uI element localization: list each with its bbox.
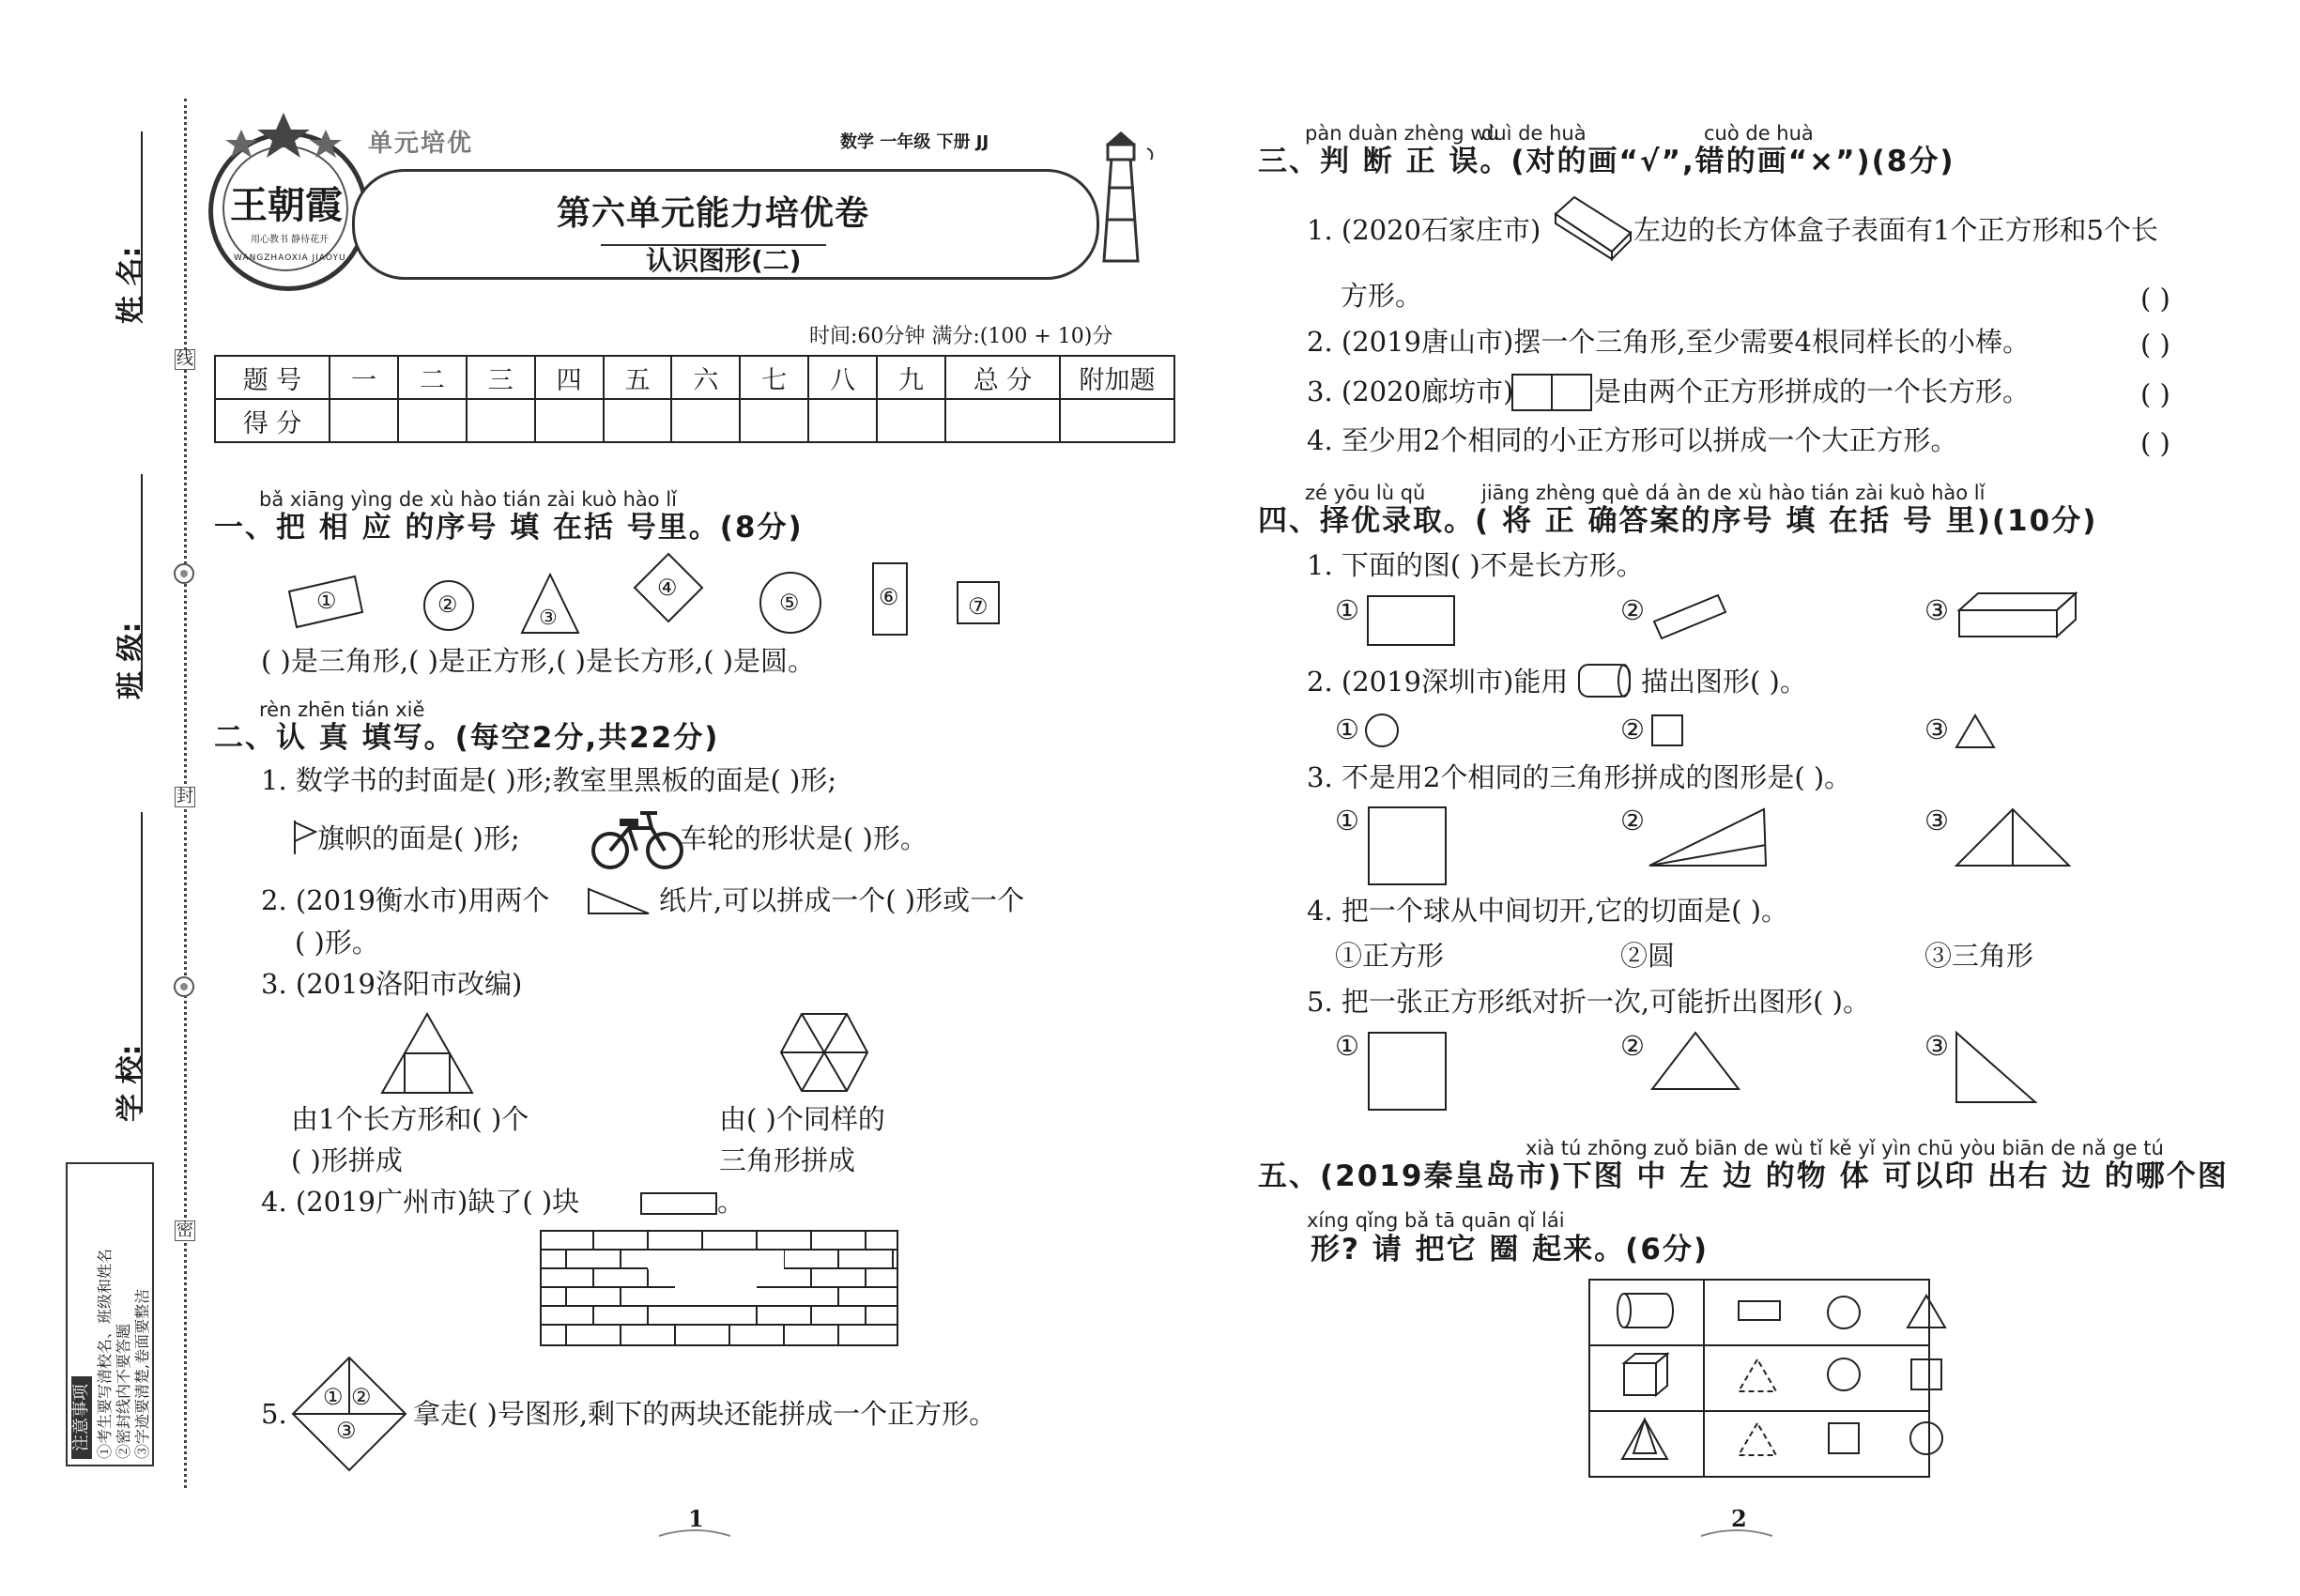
score-cell: 附加题 <box>1060 356 1174 399</box>
score-cell: 得 分 <box>215 399 330 442</box>
s4-q3-opt3-triangle[interactable] <box>1955 807 2071 869</box>
shape-label: ⑤ <box>779 590 800 616</box>
s2-q1b-flag[interactable]: 旗帜的面是( )形; <box>317 822 520 854</box>
section3-pinyin: pàn duàn zhèng wù <box>1305 122 1499 145</box>
s3-q1b: 左边的长方体盒子表面有1个正方形和5个长 <box>1633 214 2158 246</box>
row2-object-cube <box>1622 1352 1669 1399</box>
crown-icon <box>221 111 346 158</box>
s2-q2a: 2. (2019衡水市)用两个 <box>261 884 550 916</box>
s4-q1-opt1-rect[interactable] <box>1367 595 1455 646</box>
s4-q3-opt2-triangle[interactable] <box>1648 807 1770 869</box>
page-number-1: 1 <box>688 1505 704 1532</box>
exam-title: 第六单元能力培优卷 <box>557 194 870 233</box>
notice-box <box>66 1162 154 1466</box>
score-input[interactable] <box>604 399 672 442</box>
s3-q2: 2. (2019唐山市)摆一个三角形,至少需要4根同样长的小棒。 <box>1307 326 2030 358</box>
score-cell: 八 <box>808 356 877 399</box>
score-cell: 七 <box>740 356 808 399</box>
s4-q3[interactable]: 3. 不是用2个相同的三角形拼成的图形是( )。 <box>1307 761 1852 793</box>
s4-q2-opt2-square[interactable] <box>1650 714 1684 747</box>
flag-icon <box>291 819 319 856</box>
section1-answer-line[interactable]: ( )是三角形,( )是正方形,( )是长方形,( )是圆。 <box>261 645 816 677</box>
page-ornament <box>657 1528 732 1542</box>
opt-label: ① <box>1335 714 1359 745</box>
seal-char-xian: 线 <box>176 349 193 369</box>
score-cell: 五 <box>604 356 672 399</box>
s2-q4b: 。 <box>717 1186 745 1218</box>
lighthouse-icon <box>1080 130 1164 261</box>
notice-3: ③字迹要清楚,卷面要整洁 <box>133 1288 151 1459</box>
opt-label: ① <box>1335 594 1359 626</box>
s4-q2b[interactable]: 描出图形( )。 <box>1641 666 1807 698</box>
hexagon-figure <box>779 1012 869 1093</box>
opt-label: ③ <box>1924 805 1949 836</box>
score-header-row <box>215 356 1174 399</box>
score-input[interactable] <box>740 399 808 442</box>
scissors-icon <box>172 561 196 586</box>
s4-q2a: 2. (2019深圳市)能用 <box>1307 666 1569 698</box>
score-cell: 题 号 <box>215 356 330 399</box>
s4-q4-opt3[interactable]: ③三角形 <box>1924 940 2034 972</box>
diamond-split-figure <box>291 1356 407 1472</box>
s4-q1-opt2-tilted-rect[interactable] <box>1652 593 1727 640</box>
s4-q5-opt1-square[interactable] <box>1367 1031 1448 1112</box>
s2-q4a[interactable]: 4. (2019广州市)缺了( )块 <box>261 1186 580 1218</box>
s2-q5-num: 5. <box>261 1398 287 1430</box>
opt-label: ③ <box>1924 594 1949 626</box>
section4-pinyin: jiāng zhèng què dá àn de xù hào tián zài kuò hào lǐ <box>1481 482 1986 504</box>
opt-label: ② <box>1620 1030 1645 1062</box>
class-label: 班 级: <box>115 622 147 699</box>
s3-q1c: 方形。 <box>1341 280 1423 312</box>
score-input[interactable] <box>535 399 604 442</box>
score-value-row <box>215 399 1174 442</box>
shape-label: ⑥ <box>879 584 899 610</box>
row1-object-cylinder <box>1617 1290 1677 1331</box>
opt-label: ① <box>1335 805 1359 836</box>
binding-margin <box>0 0 202 1596</box>
triangle-with-rect-figure <box>380 1012 474 1097</box>
seal-char-mi: 密 <box>176 1220 193 1240</box>
page-ornament <box>1699 1528 1774 1542</box>
section3-title: 三、判 断 正 误。(对的画“√”,错的画“×”)(8分) <box>1258 145 1955 178</box>
brand-sub: WANGZHAOXIA JIAOYU <box>234 253 346 263</box>
q5-label: ① <box>323 1384 344 1410</box>
s4-q4[interactable]: 4. 把一个球从中间切开,它的切面是( )。 <box>1307 895 1788 927</box>
notice-1: ①考生要写清校名、班级和姓名 <box>96 1248 114 1459</box>
row1-option-rect[interactable] <box>1737 1299 1782 1324</box>
s3-q1-answer[interactable]: ( ) <box>2140 283 2170 315</box>
right-triangle-card <box>587 887 652 915</box>
section1-pinyin: bǎ xiāng yìng de xù hào tián zài kuò hào lǐ <box>259 488 677 511</box>
row3-object-pyramid <box>1620 1418 1669 1463</box>
section1-title: 一、把 相 应 的序号 填 在括 号里。(8分) <box>214 511 804 545</box>
section5-title: 五、(2019秦皇岛市)下图 中 左 边 的物 体 可以印 出右 边 的哪个图 <box>1258 1159 2229 1193</box>
row1-option-triangle[interactable] <box>1906 1294 1947 1329</box>
s3-q3-answer[interactable]: ( ) <box>2140 378 2170 410</box>
school-line <box>141 812 143 1113</box>
s4-q5-opt3-right-triangle[interactable] <box>1955 1031 2039 1106</box>
name-label: 姓 名: <box>115 246 147 324</box>
row1-option-circle[interactable] <box>1825 1294 1863 1331</box>
seal-char-feng: 封 <box>176 787 193 806</box>
q5-label: ③ <box>336 1418 357 1444</box>
s4-q1-opt3-cuboid[interactable] <box>1957 591 2079 638</box>
brick-icon <box>640 1192 717 1215</box>
shape-label: ③ <box>539 606 558 630</box>
name-line <box>141 131 143 315</box>
score-input[interactable] <box>1060 399 1174 442</box>
row3-option-square[interactable] <box>1827 1421 1861 1455</box>
row2-option-circle[interactable] <box>1825 1356 1863 1393</box>
s2-q1a[interactable]: 1. 数学书的封面是( )形;教室里黑板的面是( )形; <box>261 764 837 796</box>
s4-q4-opt1[interactable]: ①正方形 <box>1335 940 1445 972</box>
score-cell: 二 <box>398 356 467 399</box>
score-cell: 六 <box>671 356 740 399</box>
opt-label: ② <box>1620 805 1645 836</box>
section5-pinyin: xià tú zhōng zuǒ biān de wù tǐ kě yǐ yìn chū yòu biān de nǎ ge tú <box>1526 1137 2164 1159</box>
s4-q2-opt3-triangle[interactable] <box>1955 714 1996 749</box>
brand-slogan: 用心教书 静待花开 <box>251 235 330 245</box>
s3-q3b: 是由两个正方形拼成的一个长方形。 <box>1594 376 2031 407</box>
s3-q3a: 3. (2020廊坊市) <box>1307 376 1514 407</box>
s2-q3-right2: 三角形拼成 <box>719 1144 856 1176</box>
cylinder-icon <box>1572 663 1637 700</box>
section5-pinyin: xíng qǐng bǎ tā quān qǐ lái <box>1307 1209 1565 1232</box>
row3-option-circle[interactable] <box>1908 1420 1945 1457</box>
s3-q1a: 1. (2020石家庄市) <box>1307 214 1541 246</box>
s2-q3-right1[interactable]: 由( )个同样的 <box>719 1103 885 1135</box>
notice-title: 注意事项 <box>71 1376 92 1459</box>
s4-q1[interactable]: 1. 下面的图( )不是长方形。 <box>1307 549 1644 581</box>
class-line <box>141 474 143 690</box>
row3-option-triangle[interactable] <box>1737 1421 1780 1457</box>
section5-title: 形? 请 把它 圈 起来。(6分) <box>1311 1233 1710 1266</box>
score-cell: 总 分 <box>945 356 1060 399</box>
cuboid-box-icon <box>1554 195 1633 255</box>
row2-option-square[interactable] <box>1909 1358 1943 1391</box>
series-label: 单元培优 <box>368 130 474 158</box>
two-squares-icon <box>1511 374 1592 411</box>
section4-pinyin: zé yōu lù qǔ <box>1305 482 1426 504</box>
s3-q4: 4. 至少用2个相同的小正方形可以拼成一个大正方形。 <box>1307 424 1958 456</box>
s4-q3-opt1-square[interactable] <box>1367 806 1448 886</box>
page-number-2: 2 <box>1731 1505 1747 1532</box>
score-input[interactable] <box>671 399 740 442</box>
s4-q5[interactable]: 5. 把一张正方形纸对折一次,可能折出图形( )。 <box>1307 986 1870 1018</box>
score-cell: 九 <box>877 356 945 399</box>
time-info: 时间:60分钟 满分:(100 + 10)分 <box>809 325 1113 348</box>
score-input[interactable] <box>330 399 398 442</box>
bicycle-icon <box>591 806 685 871</box>
s2-q1b-wheel[interactable]: 车轮的形状是( )形。 <box>680 822 928 854</box>
s2-q2c[interactable]: ( )形。 <box>295 927 379 959</box>
notice-2: ②密封线内不要答题 <box>115 1323 132 1459</box>
section4-title: 四、择优录取。( 将 正 确答案的序号 填 在括 号 里)(10分) <box>1258 504 2098 538</box>
s3-q4-answer[interactable]: ( ) <box>2140 427 2170 459</box>
shape-label: ② <box>437 591 458 618</box>
s2-q3-left1[interactable]: 由1个长方形和( )个 <box>291 1103 529 1135</box>
s2-q3-left2[interactable]: ( )形拼成 <box>291 1144 403 1176</box>
section2-pinyin: rèn zhēn tián xiě <box>259 698 425 721</box>
score-input[interactable] <box>945 399 1060 442</box>
s3-q2-answer[interactable]: ( ) <box>2140 329 2170 361</box>
scissors-icon <box>172 974 196 999</box>
shape-label: ① <box>316 588 337 614</box>
s2-q2b[interactable]: 纸片,可以拼成一个( )形或一个 <box>659 884 1025 916</box>
score-input[interactable] <box>467 399 535 442</box>
section1-shapes <box>282 554 1033 648</box>
opt-label: ③ <box>1924 1030 1949 1062</box>
book-meta: 数学 一年级 下册 JJ <box>840 132 989 152</box>
q5-label: ② <box>351 1384 372 1410</box>
section3-pinyin: duì de huà <box>1481 122 1587 145</box>
opt-label: ② <box>1620 594 1645 626</box>
s4-q2-opt1-circle[interactable] <box>1363 712 1401 749</box>
section3-pinyin: cuò de huà <box>1704 122 1814 145</box>
score-table <box>214 355 1175 443</box>
exam-subtitle: 认识图形(二) <box>646 245 802 276</box>
score-cell: 四 <box>535 356 604 399</box>
row2-option-triangle[interactable] <box>1737 1358 1780 1393</box>
score-input[interactable] <box>808 399 877 442</box>
school-label: 学 校: <box>115 1044 147 1122</box>
s4-q4-opt2[interactable]: ②圆 <box>1620 940 1676 972</box>
opt-label: ① <box>1335 1030 1359 1062</box>
score-input[interactable] <box>877 399 945 442</box>
brick-wall-figure <box>540 1230 898 1346</box>
s4-q5-opt2-triangle[interactable] <box>1650 1031 1740 1093</box>
score-cell: 一 <box>330 356 398 399</box>
section2-title: 二、认 真 填写。(每空2分,共22分) <box>214 721 720 755</box>
brand-name: 王朝霞 <box>230 183 343 227</box>
shape-label: ⑦ <box>968 593 989 620</box>
opt-label: ② <box>1620 714 1645 745</box>
s2-q3: 3. (2019洛阳市改编) <box>261 968 523 1000</box>
shape-label: ④ <box>657 575 678 601</box>
score-cell: 三 <box>467 356 535 399</box>
score-input[interactable] <box>398 399 467 442</box>
s2-q5-text[interactable]: 拿走( )号图形,剩下的两块还能拼成一个正方形。 <box>413 1398 997 1430</box>
opt-label: ③ <box>1924 714 1949 745</box>
